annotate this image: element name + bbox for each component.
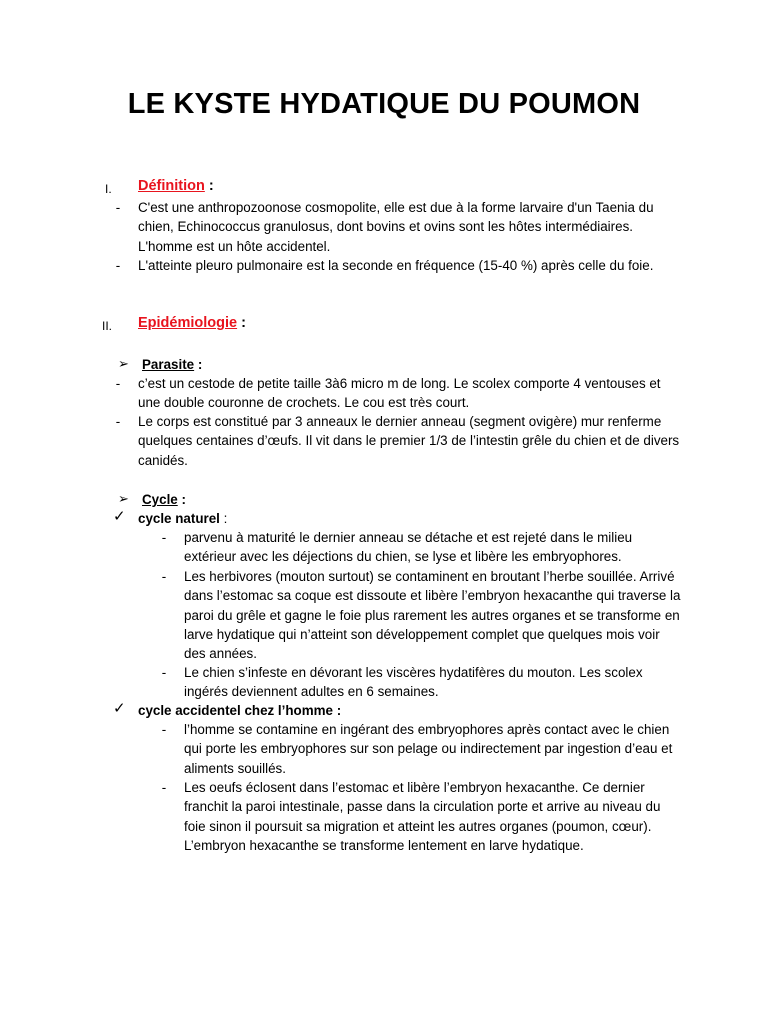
cycle-naturel-colon: : (223, 511, 228, 526)
section-heading-epidemiologie (138, 314, 246, 333)
list-marker: - (115, 376, 121, 391)
list-item-text: Le corps est constitué par 3 anneaux le dernier anneau (segment ovigère) mur renferme quelques centaines d’œufs. Il vit dans le premier 1/3 de l’intestin grêle du chien et de divers canidés. (138, 414, 680, 468)
parasite-colon: : (197, 357, 203, 372)
list-marker: - (161, 665, 167, 680)
list-item-text: Le chien s’infeste en dévorant les viscères hydatifères du mouton. Les scolex ingérés deviennent adultes en 6 semaines. (184, 665, 643, 700)
parasite-label: Parasite (142, 357, 195, 372)
list-marker: - (161, 530, 167, 545)
cycle-label: Cycle (142, 492, 178, 507)
check-icon: ✓ (113, 508, 126, 525)
definition-heading-colon: : (208, 178, 214, 194)
check-icon: ✓ (113, 700, 126, 717)
list-item-text: C'est une anthropozoonose cosmopolite, elle est due à la forme larvaire d'un Taenia du chien, Echinococcus granulosus, dont bovins et ovins sont les hôtes intermédiaires. L'homme est un hôte accidentel. (138, 200, 654, 254)
arrow-bullet-icon: ➢ (118, 491, 129, 506)
list-item-text: parvenu à maturité le dernier anneau se détache et est rejeté dans le milieu extérieur avec les déjections du chien, se lyse et libère les embryophores. (184, 530, 633, 565)
section-numeral-definition: I. (105, 182, 112, 196)
list-item-text: L'atteinte pleuro pulmonaire est la seconde en fréquence (15-40 %) après celle du foie. (138, 258, 654, 273)
list-marker: - (115, 258, 121, 273)
list-item-text: l’homme se contamine en ingérant des embryophores après contact avec le chien qui porte les embryophores sur son pelage ou indirectement par ingestion d’eau et aliments souillés. (184, 722, 673, 776)
subheading-parasite (142, 355, 202, 374)
subheading-cycle-naturel (138, 509, 227, 528)
list-item-text: Les oeufs éclosent dans l’estomac et libère l’embryon hexacanthe. Ce dernier franchit la paroi intestinale, passe dans la circulation porte et arrive au niveau du foie sinon il poursuit sa migration et atteint les autres organes (poumon, cœur). L’embryon hexacanthe se transforme lentement en larve hydatique. (184, 780, 661, 853)
list-marker: - (161, 722, 167, 737)
list-item-text: c’est un cestode de petite taille 3à6 micro m de long. Le scolex comporte 4 ventouses et une double couronne de crochets. Le cou est très court. (138, 376, 661, 411)
cycle-accidentel-label: cycle accidentel chez l’homme : (138, 703, 342, 718)
list-marker: - (161, 780, 167, 795)
subheading-cycle (142, 490, 186, 509)
cycle-naturel-label: cycle naturel (138, 511, 220, 526)
list-item-text: Les herbivores (mouton surtout) se contaminent en broutant l’herbe souillée. Arrivé dans l’estomac sa coque est dissoute et libère l’embryon hexacanthe qui traverse la paroi du grêle et gagne le foie plus rarement les autres organes et se transforme en larve hydatique qui n’atteint son développement complet que quelques mois voir des années. (184, 569, 681, 662)
section-heading-definition (138, 177, 214, 196)
cycle-colon: : (181, 492, 186, 507)
epidemiologie-heading-text: Epidémiologie (138, 315, 238, 331)
subheading-cycle-accidentel (138, 701, 341, 720)
document-title: LE KYSTE HYDATIQUE DU POUMON (127, 88, 641, 120)
list-marker: - (115, 414, 121, 429)
epidemiologie-heading-colon: : (241, 315, 246, 331)
arrow-bullet-icon: ➢ (118, 356, 129, 371)
definition-heading-text: Définition (138, 178, 205, 194)
list-marker: - (161, 569, 167, 584)
list-marker: - (115, 200, 121, 215)
section-numeral-epidemiologie: II. (102, 319, 113, 333)
